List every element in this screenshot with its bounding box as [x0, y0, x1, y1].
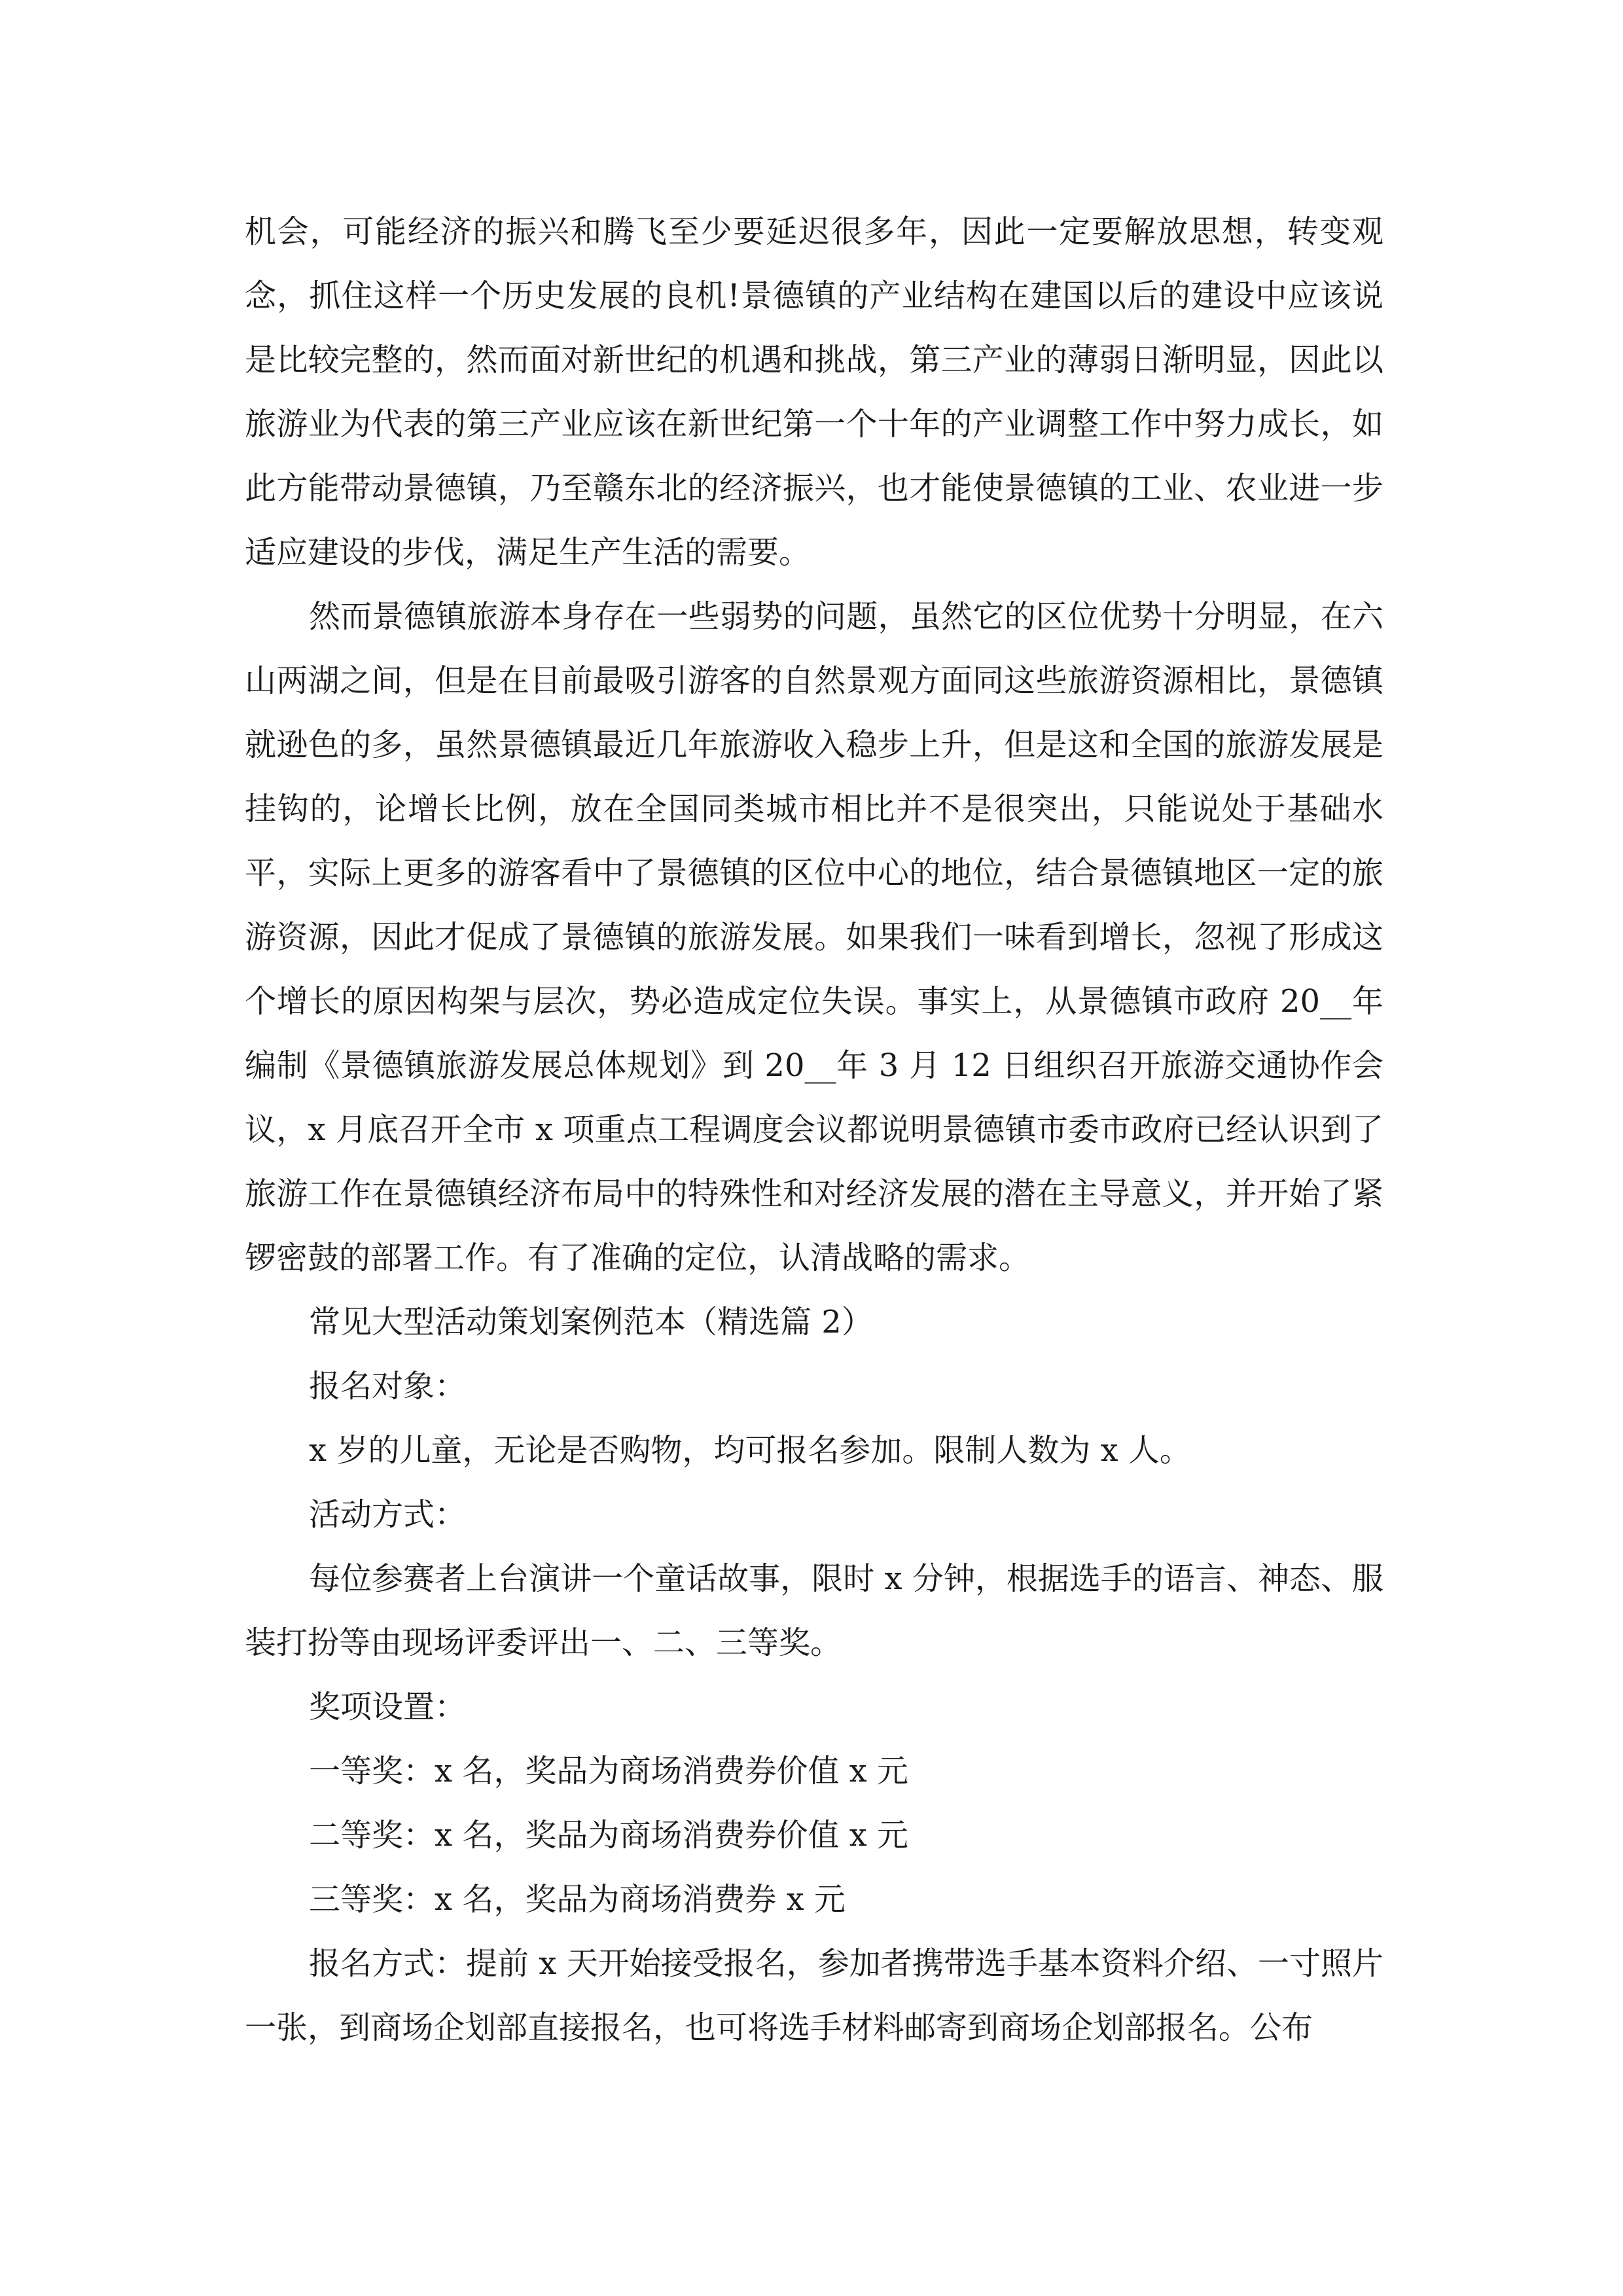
section-heading: 常见大型活动策划案例范本（精选篇 2） — [309, 1304, 873, 1340]
document-body — [245, 200, 1383, 2060]
paragraph-intro-continuation: 机会，可能经济的振兴和腾飞至少要延迟很多年，因此一定要解放思想，转变观念，抓住这样一个历史发展的良机!景德镇的产业结构在建国以后的建设中应该说是比较完整的，然而面对新世纪的机遇和挑战，第三产业的薄弱日渐明显，因此以旅游业为代表的第三产业应该在新世纪第一个十年的产业调整工作中努力成长，如此方能带动景德镇，乃至赣东北的经济振兴，也才能使景德镇的工业、农业进一步适应建设的步伐，满足生产生活的需要。 — [245, 213, 1383, 571]
label-registration-target: 报名对象： — [309, 1368, 467, 1405]
award-third-prize: 三等奖：x 名，奖品为商场消费券 x 元 — [309, 1881, 846, 1918]
award-first-prize: 一等奖：x 名，奖品为商场消费券价值 x 元 — [309, 1753, 908, 1789]
paragraph-registration-target: x 岁的儿童，无论是否购物，均可报名参加。限制人数为 x 人。 — [309, 1432, 1191, 1469]
label-activity-method: 活动方式： — [309, 1496, 467, 1533]
paragraph-registration-method: 报名方式：提前 x 天开始接受报名，参加者携带选手基本资料介绍、一寸照片一张，到商场企划部直接报名，也可将选手材料邮寄到商场企划部报名。公布 — [245, 1945, 1383, 2046]
paragraph-tourism-weakness: 然而景德镇旅游本身存在一些弱势的问题，虽然它的区位优势十分明显，在六山两湖之间，但是在目前最吸引游客的自然景观方面同这些旅游资源相比，景德镇就逊色的多，虽然景德镇最近几年旅游收入稳步上升，但是这和全国的旅游发展是挂钩的，论增长比例，放在全国同类城市相比并不是很突出，只能说处于基础水平，实际上更多的游客看中了景德镇的区位中心的地位，结合景德镇地区一定的旅游资源，因此才促成了景德镇的旅游发展。如果我们一味看到增长，忽视了形成这个增长的原因构架与层次，势必造成定位失误。事实上，从景德镇市政府 20__年编制《景德镇旅游发展总体规划》到 20__年 3 月 12 日组织召开旅游交通协作会议，x 月底召开全市 x 项重点工程调度会议都说明景德镇市委市政府已经认识到了旅游工作在景德镇经济布局中的特殊性和对经济发展的潜在主导意义，并开始了紧锣密鼓的部署工作。有了准确的定位，认清战略的需求。 — [245, 598, 1383, 1276]
label-awards: 奖项设置： — [309, 1689, 467, 1725]
award-second-prize: 二等奖：x 名，奖品为商场消费券价值 x 元 — [309, 1817, 908, 1854]
paragraph-activity-method: 每位参赛者上台演讲一个童话故事，限时 x 分钟，根据选手的语言、神态、服装打扮等由现场评委评出一、二、三等奖。 — [245, 1560, 1383, 1661]
